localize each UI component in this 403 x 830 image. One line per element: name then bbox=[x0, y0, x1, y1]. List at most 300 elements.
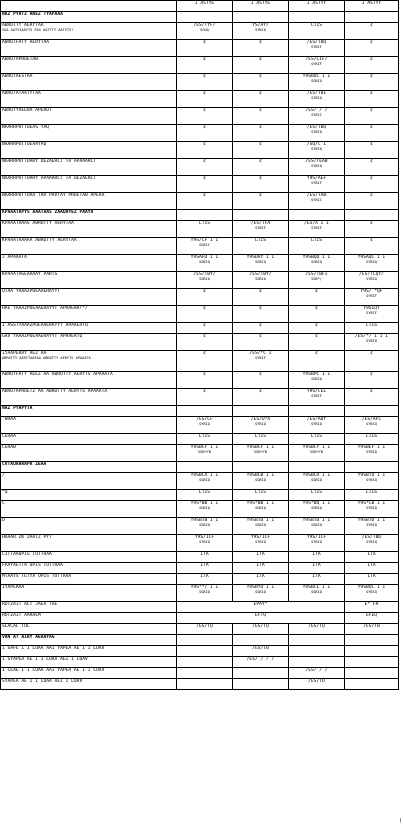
value-subcell: SYBIF bbox=[311, 394, 322, 399]
value-cell: Y9SBCL I I SGBIQ bbox=[289, 585, 345, 602]
value-subcell: SGBIQ bbox=[199, 277, 210, 282]
value-subcell: SYBIQ bbox=[366, 277, 377, 282]
note-label: SYAPEA AE I I LOAA AEI I LOAV bbox=[1, 679, 177, 690]
row-label: ABROTAESTAA bbox=[1, 74, 177, 91]
value-cell bbox=[177, 635, 233, 646]
value-subcell: SGBIC bbox=[199, 243, 210, 248]
value-cell: LTIS bbox=[345, 323, 399, 334]
value-cell bbox=[233, 12, 289, 23]
table-row bbox=[1, 176, 399, 193]
value-cell: ¢ bbox=[345, 351, 399, 372]
value-subcell: SGBIQ bbox=[255, 277, 266, 282]
value-cell: Y9S*CB I I SYBIQ bbox=[345, 501, 399, 518]
value-cell: ¢ bbox=[177, 323, 233, 334]
value-subcell: SYBIF bbox=[255, 356, 266, 361]
value-cell: Y9SBCB I I SGBIQ bbox=[233, 473, 289, 490]
value-subcell: SYBIC bbox=[311, 198, 322, 203]
value-cell: LTIS bbox=[289, 490, 345, 501]
value-cell: ¢ bbox=[177, 193, 233, 210]
value-cell: Y9SBCF I I SGB*YB bbox=[233, 445, 289, 462]
value-cell: Y9S/CEL SYBIF bbox=[289, 389, 345, 406]
value-cell: ¢ bbox=[233, 289, 289, 306]
value-subcell: SGBIQ bbox=[199, 260, 210, 265]
value-cell: EFEQ bbox=[345, 613, 399, 624]
header-cell: J ASTYE bbox=[177, 1, 233, 12]
value-cell: /ES/TQ bbox=[233, 624, 289, 635]
value-cell: ¢ bbox=[345, 74, 399, 91]
row-label: ROTZAIT AARAEM bbox=[1, 613, 177, 624]
table-row bbox=[1, 306, 399, 323]
value-subcell: SGBIQ bbox=[255, 478, 266, 483]
table-row bbox=[1, 193, 399, 210]
table-row bbox=[1, 445, 399, 462]
header-cell: J ASTYY bbox=[289, 1, 345, 12]
value-cell: LTIS bbox=[289, 23, 345, 40]
value-cell: Y9SBTQ I I SYBIQ bbox=[345, 473, 399, 490]
value-cell: LTIS bbox=[233, 434, 289, 445]
footer-row bbox=[1, 602, 399, 613]
notes-title: VAN AT AIRY AEAAYAG bbox=[1, 635, 177, 646]
table-row bbox=[1, 473, 399, 490]
value-subcell: SYBIQ bbox=[366, 260, 377, 265]
value-cell bbox=[233, 462, 289, 473]
value-subcell: SYBIF bbox=[311, 226, 322, 231]
value-cell: Y9SBYQ I I SGBIQ bbox=[233, 585, 289, 602]
table-body bbox=[1, 12, 399, 602]
value-cell: ¢ bbox=[345, 193, 399, 210]
value-cell: ¢ bbox=[177, 125, 233, 142]
table-row bbox=[1, 490, 399, 501]
value-cell bbox=[233, 635, 289, 646]
table-row bbox=[1, 255, 399, 272]
row-label: I ASSTYAAAZPOEAAERAYYT APAAERTQ bbox=[1, 323, 177, 334]
value-cell: ¢ bbox=[177, 108, 233, 125]
row-label: HAAAR ZK ZAATZ PYT bbox=[1, 535, 177, 552]
value-cell: ¢ bbox=[233, 372, 289, 389]
value-cell bbox=[345, 646, 399, 657]
row-label: ABROTYAEEDA APEROT bbox=[1, 108, 177, 125]
row-label: ABROTATAATYTAA bbox=[1, 91, 177, 108]
value-cell: /ES/CF SYBIQ bbox=[177, 417, 233, 434]
value-subcell: SYBIF bbox=[311, 181, 322, 186]
value-cell: Y9S/CF I I SGBIC bbox=[177, 238, 233, 255]
value-cell bbox=[233, 210, 289, 221]
row-label: ABROTAPROETAB bbox=[1, 57, 177, 74]
value-cell bbox=[177, 12, 233, 23]
value-cell bbox=[289, 657, 345, 668]
value-cell: /ES/ / / bbox=[289, 668, 345, 679]
value-cell: ITA bbox=[289, 563, 345, 574]
value-cell: Y9S/ICF SYBIQ bbox=[233, 535, 289, 552]
row-label: NAARRPOTTUEAAYAQ bbox=[1, 142, 177, 159]
value-cell: ITA bbox=[345, 563, 399, 574]
value-cell bbox=[345, 657, 399, 668]
value-cell: ¢ bbox=[345, 221, 399, 238]
note-label: 1 SYAPEA AE I I LOAA AEI I LOAV bbox=[1, 657, 177, 668]
row-label: ^Q bbox=[1, 490, 177, 501]
value-cell: /ES/A I I SYBIF bbox=[289, 221, 345, 238]
value-cell: ¢ bbox=[233, 57, 289, 74]
value-cell bbox=[345, 668, 399, 679]
value-cell: ¢ bbox=[177, 351, 233, 372]
row-label: SLACAL TUL bbox=[1, 624, 177, 635]
value-cell: ¢ bbox=[177, 159, 233, 176]
value-cell bbox=[345, 462, 399, 473]
value-cell: ¢ bbox=[177, 176, 233, 193]
value-cell: LTIS bbox=[233, 238, 289, 255]
value-subcell: SYBIQ bbox=[366, 506, 377, 511]
table-row bbox=[1, 434, 399, 445]
value-subcell: SYBIQ bbox=[311, 164, 322, 169]
row-label: NAARRPOTTUAA TAR PAVTAY PROETAB APEAA bbox=[1, 193, 177, 210]
value-cell: Y9S*BQ I I SGBIQ bbox=[289, 501, 345, 518]
value-subcell: SYBIQ bbox=[366, 523, 377, 528]
row-label: NAZ PYAPYTA bbox=[1, 406, 177, 417]
table-row bbox=[1, 351, 399, 372]
value-cell: ¢ bbox=[177, 57, 233, 74]
value-subcell: SGB*/ bbox=[311, 277, 322, 282]
value-cell bbox=[233, 668, 289, 679]
value-cell: /ES/TBI SYBIQ bbox=[289, 91, 345, 108]
value-cell: ¢ bbox=[177, 289, 233, 306]
value-subcell: SYBIQ bbox=[255, 28, 266, 33]
table-row bbox=[1, 574, 399, 585]
row-label: KPAAATAAAS ABROTTY AERYTAA bbox=[1, 221, 177, 238]
value-cell bbox=[177, 679, 233, 690]
table-row bbox=[1, 518, 399, 535]
value-cell: ¢ bbox=[345, 23, 399, 40]
value-cell: /ES/TCQY/ SYBIQ bbox=[345, 272, 399, 289]
value-cell: ¢ bbox=[177, 372, 233, 389]
value-cell: Y9SBCA I I SGBIQ bbox=[177, 473, 233, 490]
value-subcell: SGBIQ bbox=[255, 523, 266, 528]
value-cell: ¢ bbox=[233, 40, 289, 57]
value-cell: ¢ bbox=[233, 125, 289, 142]
value-cell bbox=[345, 635, 399, 646]
row-label: KPAAATAGEAAAAY PARTS bbox=[1, 272, 177, 289]
value-cell bbox=[345, 12, 399, 23]
value-subcell: SYBIF bbox=[366, 311, 377, 316]
value-cell: /ES/CIF/ SYBIF bbox=[289, 57, 345, 74]
value-cell: ¢ bbox=[345, 159, 399, 176]
value-subcell: SGBIQ bbox=[255, 590, 266, 595]
value-cell: LTIS bbox=[289, 238, 345, 255]
value-cell: ¢ bbox=[345, 40, 399, 57]
value-subcell: SGBIQ bbox=[311, 590, 322, 595]
value-cell: ¢ bbox=[289, 306, 345, 323]
row-label: FAAYAETTA UPIS TUTTRAA bbox=[1, 563, 177, 574]
value-subcell: SYBIQ bbox=[366, 590, 377, 595]
row-label: CERAA bbox=[1, 434, 177, 445]
value-cell bbox=[177, 668, 233, 679]
value-subcell: SGB*YB bbox=[198, 450, 211, 455]
value-cell: /ES/ / / SYBIC bbox=[289, 108, 345, 125]
value-cell: /ES/TYF/ SGUQ bbox=[177, 23, 233, 40]
value-cell bbox=[289, 406, 345, 417]
value-subcell: SYBIQ bbox=[311, 147, 322, 152]
value-cell: LTIS bbox=[233, 490, 289, 501]
value-subcell: SYBIQ bbox=[366, 339, 377, 344]
table-header bbox=[1, 1, 399, 12]
value-cell: ¢ bbox=[345, 91, 399, 108]
row-label: / bbox=[1, 473, 177, 490]
value-subcell: SYBIQ bbox=[366, 540, 377, 545]
value-subcell: SYBIF bbox=[311, 45, 322, 50]
table-row bbox=[1, 389, 399, 406]
value-cell: ¢ bbox=[289, 289, 345, 306]
value-cell: /ES/AFC SYBIQ bbox=[345, 417, 399, 434]
row-label: ABROTTY AERYTAA IAA AATYIAAYTS PAS AATTTY AATYTS! bbox=[1, 23, 177, 40]
row-label: NAARRPOTTUARY APAAARCT TA UEZAERCT bbox=[1, 176, 177, 193]
value-cell: /ES/TBQ SYBIQ bbox=[289, 125, 345, 142]
table-row bbox=[1, 372, 399, 389]
table-row bbox=[1, 23, 399, 40]
value-cell: /ES/*C I SYBIF bbox=[233, 351, 289, 372]
value-cell: ¢ bbox=[233, 142, 289, 159]
table-row bbox=[1, 552, 399, 563]
value-cell: ¢ bbox=[233, 108, 289, 125]
row-label: KPAAATAAAAA ABROTTY AERYTAA bbox=[1, 238, 177, 255]
value-cell: Y9SIQY SYBIF bbox=[345, 306, 399, 323]
header-cell: J ASTYY bbox=[345, 1, 399, 12]
value-subcell: SYBIQ bbox=[255, 422, 266, 427]
value-cell: Y9S/ICF SYBIQ bbox=[289, 535, 345, 552]
row-label: HAE YAAAZPOEAAERAYYT APAAERRT*/ bbox=[1, 306, 177, 323]
value-cell bbox=[289, 635, 345, 646]
table-row bbox=[1, 125, 399, 142]
value-cell bbox=[289, 210, 345, 221]
value-subcell: SYBIQ bbox=[199, 540, 210, 545]
value-cell: LTIS bbox=[345, 434, 399, 445]
value-cell bbox=[345, 406, 399, 417]
value-cell: ¢ bbox=[233, 91, 289, 108]
value-cell: ¢ bbox=[177, 334, 233, 351]
value-cell: ¢ bbox=[177, 91, 233, 108]
table-row bbox=[1, 12, 399, 23]
value-subcell: SGBIQ bbox=[311, 478, 322, 483]
row-label: NAARRPOTTUARY UEZAERCT TA APAAARCT bbox=[1, 159, 177, 176]
value-cell bbox=[233, 406, 289, 417]
table-row bbox=[1, 406, 399, 417]
value-cell: LTIS bbox=[289, 434, 345, 445]
header-cell: J ASTYE bbox=[233, 1, 289, 12]
table-row bbox=[1, 108, 399, 125]
value-cell: /ES/TAB SYBIC bbox=[289, 193, 345, 210]
value-cell: ¢ bbox=[233, 176, 289, 193]
row-label: MTAAYS TETYA UPIS TUTTRAA bbox=[1, 574, 177, 585]
row-label: ABROTFATY AEEZ AA ABROTTY AERYTS APAAATA bbox=[1, 372, 177, 389]
value-cell bbox=[177, 406, 233, 417]
table-row bbox=[1, 289, 399, 306]
value-subcell: SGBIQ bbox=[199, 506, 210, 511]
value-cell: E* FR bbox=[345, 602, 399, 613]
value-subcell: SGB*YB bbox=[310, 450, 323, 455]
value-cell: Y9SBTB I I SGBIQ bbox=[177, 518, 233, 535]
value-cell: Y9SBCF I I SGB*YB bbox=[177, 445, 233, 462]
value-cell: Y9SBTD I I SYBIQ bbox=[345, 518, 399, 535]
table-row bbox=[1, 159, 399, 176]
value-cell: ITA bbox=[233, 574, 289, 585]
value-subcell: SGUQ bbox=[200, 28, 209, 33]
row-label: ROTZAIT ALT JAEA TAE bbox=[1, 602, 177, 613]
note-row bbox=[1, 657, 399, 668]
footer-row bbox=[1, 635, 399, 646]
header-cell bbox=[1, 1, 177, 12]
value-cell: LTIS bbox=[177, 434, 233, 445]
row-sublabel: IAA AATYIAAYTS PAS AATTTY AATYTS! bbox=[2, 28, 74, 33]
table-footer bbox=[1, 602, 399, 690]
value-cell: ITA bbox=[233, 563, 289, 574]
value-cell: ITA bbox=[289, 574, 345, 585]
value-cell: ITA bbox=[289, 552, 345, 563]
table-row bbox=[1, 272, 399, 289]
value-cell: /ES/TB bbox=[345, 624, 399, 635]
value-cell: ¢ bbox=[177, 389, 233, 406]
note-row bbox=[1, 679, 399, 690]
value-cell: ¢ bbox=[177, 40, 233, 57]
value-cell: ITA bbox=[345, 552, 399, 563]
value-cell: Y9SDAY I I SGBIQ bbox=[233, 255, 289, 272]
note-row bbox=[1, 646, 399, 657]
value-cell: Y9SBCY I I SGB*YB bbox=[289, 445, 345, 462]
value-cell: ¢ bbox=[289, 334, 345, 351]
note-label: 1 CEAE I I LOAA AAI YAPEA AE I I LOAV bbox=[1, 668, 177, 679]
row-label: CERAB bbox=[1, 445, 177, 462]
value-cell: ¢ bbox=[289, 323, 345, 334]
value-subcell: SYBIQ bbox=[199, 422, 210, 427]
value-cell: ¢ bbox=[345, 125, 399, 142]
value-cell: LTIS bbox=[345, 490, 399, 501]
value-subcell: SYBIQ bbox=[311, 540, 322, 545]
table-row bbox=[1, 501, 399, 518]
note-label: 1 SAFE I I LOAA AAI YAPEA AE I I LOAV bbox=[1, 646, 177, 657]
value-cell: ¢ bbox=[345, 57, 399, 74]
value-cell: Y9SBQC I I SYBIQ bbox=[345, 585, 399, 602]
value-cell: ITA bbox=[177, 563, 233, 574]
value-cell: Y9S/ICF SYBIQ bbox=[177, 535, 233, 552]
value-cell: Y9SAFD I I SGBIQ bbox=[177, 255, 233, 272]
value-cell: /ES/ADY SYBIQ bbox=[289, 417, 345, 434]
row-label: J APAAATA bbox=[1, 255, 177, 272]
row-label: GAV YAAAZPOEAAERAYYT APAAERTQ bbox=[1, 334, 177, 351]
row-label: IYAPERAA bbox=[1, 585, 177, 602]
value-cell bbox=[177, 657, 233, 668]
table-row bbox=[1, 210, 399, 221]
value-cell bbox=[345, 210, 399, 221]
value-cell: ¢ bbox=[345, 389, 399, 406]
value-cell: Y9SBTD I I SGBIQ bbox=[289, 518, 345, 535]
value-cell: Y9S*BB I I SGBIQ bbox=[233, 501, 289, 518]
table-row bbox=[1, 323, 399, 334]
table-row bbox=[1, 417, 399, 434]
value-subcell: SYBIF bbox=[311, 62, 322, 67]
merged-cell: EPAY* bbox=[177, 602, 345, 613]
table-row bbox=[1, 238, 399, 255]
row-label: CITTAAUPIS TUTTRAA bbox=[1, 552, 177, 563]
value-cell: /SQ/C I SYBIQ bbox=[289, 142, 345, 159]
value-cell bbox=[289, 12, 345, 23]
value-cell: ¢ bbox=[345, 142, 399, 159]
row-label: QTAA YAAAZPOEAAERAYYT bbox=[1, 289, 177, 306]
value-subcell: SGBIQ bbox=[311, 79, 322, 84]
value-cell: Y9SBQQ I I SGBIQ bbox=[289, 255, 345, 272]
value-cell: ¢ bbox=[233, 74, 289, 91]
value-cell bbox=[289, 646, 345, 657]
value-cell: ¢ bbox=[345, 238, 399, 255]
row-label: KPAAATAPYS AAATAAS ZAAUAYEZ PAAYA bbox=[1, 210, 177, 221]
value-cell bbox=[177, 210, 233, 221]
value-subcell: SGBIQ bbox=[199, 478, 210, 483]
value-subcell: SYBIQ bbox=[311, 96, 322, 101]
value-cell: ¢ bbox=[233, 159, 289, 176]
table-row bbox=[1, 563, 399, 574]
value-cell: Y9S**/ I I SGBIQ bbox=[177, 585, 233, 602]
value-cell: Y9SBEF I I SYBIQ bbox=[345, 445, 399, 462]
value-cell: /ES/TBD SYBIQ bbox=[345, 535, 399, 552]
value-cell: Y9SBPC I I SGBIQ bbox=[289, 372, 345, 389]
value-cell: ¢ bbox=[345, 108, 399, 125]
value-cell: Y9S/ *QF SYBIF bbox=[345, 289, 399, 306]
value-cell: /ES/TEAB SYBIQ bbox=[289, 159, 345, 176]
row-label: NAARRPOTTUEAS YAQ bbox=[1, 125, 177, 142]
value-cell: /ES/TB bbox=[233, 646, 289, 657]
table-row bbox=[1, 535, 399, 552]
value-cell: ¢ bbox=[233, 389, 289, 406]
value-cell: Y9SBCR I I SGBIQ bbox=[289, 473, 345, 490]
value-cell: Y9S/AEF SYBIF bbox=[289, 176, 345, 193]
value-cell: LTIS bbox=[177, 221, 233, 238]
value-cell: /ES/TQ bbox=[289, 624, 345, 635]
value-subcell: SYBIQ bbox=[366, 450, 377, 455]
value-cell: /ES/TBY/ SGBIQ bbox=[233, 272, 289, 289]
value-cell: ¢ bbox=[233, 334, 289, 351]
value-cell: /ES/O*A SYBIQ bbox=[233, 417, 289, 434]
value-subcell: SGBIQ bbox=[255, 260, 266, 265]
value-cell: /ES/TFA SYBIF bbox=[233, 221, 289, 238]
value-cell: ITA bbox=[345, 574, 399, 585]
value-cell: /ES/ / / / bbox=[233, 657, 289, 668]
value-cell: LTIS bbox=[177, 490, 233, 501]
value-subcell: SGBIQ bbox=[311, 523, 322, 528]
value-cell: ¢ bbox=[177, 74, 233, 91]
value-cell bbox=[345, 679, 399, 690]
row-sublabel: ABROTTY AERYTAAEAA ABROTTY AERYTS APAAATA bbox=[2, 356, 91, 361]
value-cell bbox=[289, 462, 345, 473]
table-row bbox=[1, 74, 399, 91]
row-label: IYAAPERAY AEZ AA ABROTTY AERYTAAEAA ABROTTY AERYTS APAAATA bbox=[1, 351, 177, 372]
value-cell: Y9SAQC I I SYBIQ bbox=[345, 255, 399, 272]
value-cell: ¢ bbox=[345, 372, 399, 389]
value-cell: ITA bbox=[177, 574, 233, 585]
footer-row bbox=[1, 624, 399, 635]
row-label: ABROTFATY AERYTAA bbox=[1, 40, 177, 57]
value-subcell: SYBIQ bbox=[366, 478, 377, 483]
value-cell: /ES/TBQ SYBIF bbox=[289, 40, 345, 57]
row-label: ’BRAA bbox=[1, 417, 177, 434]
row-label: CVTAUAARAPR ZEAA bbox=[1, 462, 177, 473]
value-cell: /ES/TBY/ SGBIQ bbox=[177, 272, 233, 289]
edge-mark: ( bbox=[399, 818, 403, 824]
value-subcell: SGBIQ bbox=[199, 590, 210, 595]
value-subcell: SGBIQ bbox=[311, 260, 322, 265]
value-cell: YS/AY/ SYBIQ bbox=[233, 23, 289, 40]
table-row bbox=[1, 40, 399, 57]
value-cell: ¢ bbox=[345, 176, 399, 193]
value-cell: ¢ bbox=[177, 306, 233, 323]
value-cell: ¢ bbox=[289, 351, 345, 372]
value-subcell: SGB*YB bbox=[254, 450, 267, 455]
value-cell: ITA bbox=[177, 552, 233, 563]
